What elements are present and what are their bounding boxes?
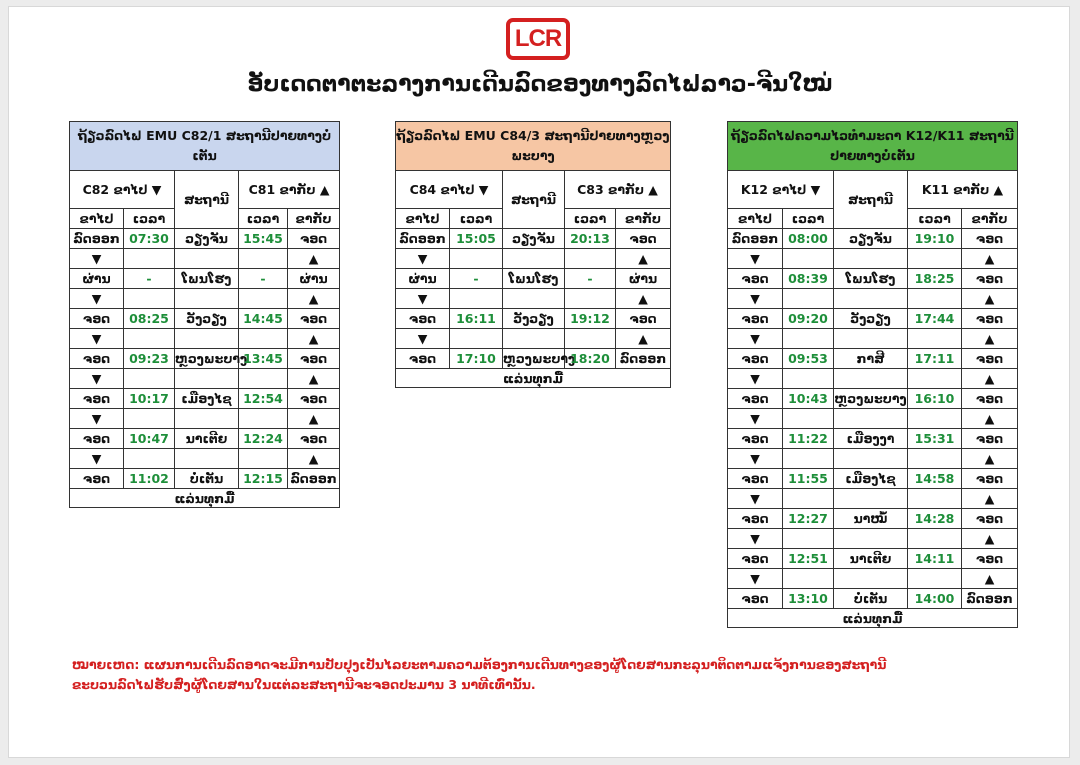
status-out: ຈອດ [70, 469, 124, 489]
status-out: ▼ [396, 289, 450, 309]
status-out: ▼ [728, 529, 783, 549]
time-back: - [565, 269, 616, 289]
status-back: ▲ [962, 369, 1018, 389]
return-train-label: K11 ຂາກັບ ▲ [908, 171, 1018, 209]
status-back: ▲ [616, 329, 671, 349]
col-outbound: ຂາໄປ [70, 209, 124, 229]
table-header: ຖ້ຽວລົດໄຟ EMU C82/1 ສະຖານີປາຍທາງບໍ່ເຕັນ [70, 122, 340, 171]
time-back [908, 449, 962, 469]
time-out [450, 289, 503, 309]
time-out: 11:55 [783, 469, 834, 489]
table-row [728, 569, 1018, 589]
table-row [728, 389, 1018, 409]
time-back: 15:45 [239, 229, 288, 249]
table-footer: ແລ່ນທຸກມື້ [70, 489, 340, 508]
station-name: ເມືອງໄຊ [834, 469, 908, 489]
status-out: ຈອດ [396, 309, 450, 329]
time-back [908, 529, 962, 549]
time-back: 19:12 [565, 309, 616, 329]
status-back: ຈອດ [616, 229, 671, 249]
table-row [728, 449, 1018, 469]
status-out: ຈອດ [728, 589, 783, 609]
time-back [908, 369, 962, 389]
status-back: ▲ [962, 409, 1018, 429]
table-row [396, 269, 671, 289]
time-back: 18:25 [908, 269, 962, 289]
time-back: 15:31 [908, 429, 962, 449]
status-out: ▼ [70, 249, 124, 269]
status-out: ▼ [728, 329, 783, 349]
timetable-c82-c81 [69, 121, 340, 508]
station-name [175, 409, 239, 429]
status-out: ຜ່ານ [70, 269, 124, 289]
status-out: ຈອດ [396, 349, 450, 369]
table-row [728, 329, 1018, 349]
status-back: ▲ [288, 449, 340, 469]
time-back [239, 369, 288, 389]
time-out [783, 489, 834, 509]
status-back: ▲ [962, 289, 1018, 309]
table-row [728, 229, 1018, 249]
station-column-label: ສະຖານີ [175, 171, 239, 229]
status-out: ຈອດ [70, 389, 124, 409]
status-back: ຈອດ [962, 309, 1018, 329]
status-back: ▲ [962, 529, 1018, 549]
col-return: ຂາກັບ [962, 209, 1018, 229]
status-out: ▼ [728, 369, 783, 389]
time-out [450, 249, 503, 269]
table-row [70, 389, 340, 409]
time-out [783, 529, 834, 549]
table-row [70, 429, 340, 449]
status-back: ລົດອອກ [962, 589, 1018, 609]
station-name [503, 289, 565, 309]
time-out: 07:30 [124, 229, 175, 249]
station-name [834, 369, 908, 389]
status-back: ▲ [962, 249, 1018, 269]
status-out: ລົດອອກ [728, 229, 783, 249]
status-out: ຈອດ [70, 349, 124, 369]
station-column-label: ສະຖານີ [834, 171, 908, 229]
status-back: ▲ [616, 249, 671, 269]
time-back: 14:45 [239, 309, 288, 329]
table-row [70, 449, 340, 469]
table-row [728, 589, 1018, 609]
station-name: ນາໝໍ້ [834, 509, 908, 529]
time-out: 09:20 [783, 309, 834, 329]
station-name: ວຽງຈັນ [834, 229, 908, 249]
time-out: - [450, 269, 503, 289]
time-back [908, 569, 962, 589]
timetable-c84-c83 [395, 121, 671, 388]
time-back [239, 329, 288, 349]
outbound-train-label: C84 ຂາໄປ ▼ [396, 171, 503, 209]
table-row [70, 269, 340, 289]
station-name: ກາສີ [834, 349, 908, 369]
status-out: ຈອດ [70, 309, 124, 329]
station-name: ວັງວຽງ [175, 309, 239, 329]
station-name [834, 329, 908, 349]
time-back: 14:28 [908, 509, 962, 529]
status-back: ຈອດ [288, 389, 340, 409]
table-row [396, 229, 671, 249]
time-out: 17:10 [450, 349, 503, 369]
time-back [908, 329, 962, 349]
time-back: 18:20 [565, 349, 616, 369]
station-name: ວຽງຈັນ [503, 229, 565, 249]
footnote-line: ໝາຍເຫດ: ແຜນການເດີນລົດອາດຈະມີການປັບປຸງເປັນໄລຍະຕາມຄວາມຕ້ອງການເດີນທາງຂອງຜູ້ໂດຍສານກະລຸນາຕິດຕາມແຈ້ງການຂອງສະຖານີ [72, 657, 887, 672]
status-out: ຈອດ [70, 429, 124, 449]
station-name [834, 409, 908, 429]
table-row [728, 409, 1018, 429]
station-name: ໂພນໂຮງ [175, 269, 239, 289]
status-out: ລົດອອກ [396, 229, 450, 249]
time-back [908, 409, 962, 429]
table-row [728, 309, 1018, 329]
timetable-k12-k11 [727, 121, 1018, 628]
lcr-logo: LCR [506, 18, 570, 60]
status-back: ຈອດ [962, 509, 1018, 529]
status-back: ຈອດ [288, 309, 340, 329]
time-out [124, 329, 175, 349]
status-out: ຈອດ [728, 349, 783, 369]
station-name [834, 249, 908, 269]
time-back [239, 289, 288, 309]
station-name [834, 289, 908, 309]
status-out: ▼ [70, 289, 124, 309]
status-out: ຈອດ [728, 509, 783, 529]
status-back: ຈອດ [962, 389, 1018, 409]
status-back: ▲ [962, 489, 1018, 509]
station-name: ຫຼວງພະບາງ [834, 389, 908, 409]
time-out [783, 329, 834, 349]
time-out [783, 449, 834, 469]
status-back: ຈອດ [962, 269, 1018, 289]
status-out: ▼ [396, 329, 450, 349]
table-row [396, 249, 671, 269]
table-row [728, 349, 1018, 369]
station-name [175, 289, 239, 309]
station-name: ບໍ່ເຕັນ [175, 469, 239, 489]
table-row [70, 249, 340, 269]
status-back: ຈອດ [616, 309, 671, 329]
table-row [70, 349, 340, 369]
table-row [728, 469, 1018, 489]
table-row [70, 289, 340, 309]
station-name: ເມືອງໄຊ [175, 389, 239, 409]
time-back [908, 489, 962, 509]
time-back: 14:00 [908, 589, 962, 609]
time-out: 09:23 [124, 349, 175, 369]
station-name: ນາເຕີຍ [175, 429, 239, 449]
table-row [70, 409, 340, 429]
status-back: ລົດອອກ [288, 469, 340, 489]
outbound-train-label: K12 ຂາໄປ ▼ [728, 171, 834, 209]
time-back: 13:45 [239, 349, 288, 369]
table-row [728, 429, 1018, 449]
col-time: ເວລາ [239, 209, 288, 229]
table-header: ຖ້ຽວລົດໄຟຄວາມໄວທຳມະດາ K12/K11 ສະຖານີປາຍທາງບໍ່ເຕັນ [728, 122, 1018, 171]
station-name: ວັງວຽງ [503, 309, 565, 329]
station-name [175, 249, 239, 269]
status-out: ລົດອອກ [70, 229, 124, 249]
col-return: ຂາກັບ [288, 209, 340, 229]
time-out: 13:10 [783, 589, 834, 609]
status-back: ▲ [288, 409, 340, 429]
col-time: ເວລາ [908, 209, 962, 229]
status-out: ຈອດ [728, 469, 783, 489]
status-out: ▼ [70, 369, 124, 389]
time-back: 20:13 [565, 229, 616, 249]
table-header: ຖ້ຽວລົດໄຟ EMU C84/3 ສະຖານີປາຍທາງຫຼວງພະບາງ [396, 122, 671, 171]
time-out: 16:11 [450, 309, 503, 329]
status-out: ▼ [70, 409, 124, 429]
time-back: 12:24 [239, 429, 288, 449]
col-time: ເວລາ [124, 209, 175, 229]
status-back: ຈອດ [288, 349, 340, 369]
station-name: ຫຼວງພະບາງ [175, 349, 239, 369]
status-out: ▼ [396, 249, 450, 269]
time-out [783, 369, 834, 389]
status-back: ຈອດ [962, 469, 1018, 489]
table-row [70, 469, 340, 489]
col-return: ຂາກັບ [616, 209, 671, 229]
col-outbound: ຂາໄປ [396, 209, 450, 229]
col-outbound: ຂາໄປ [728, 209, 783, 229]
station-name [834, 529, 908, 549]
footnote-line: ຂະບວນລົດໄຟຮັບສົ່ງຜູ້ໂດຍສານໃນແຕ່ລະສະຖານີຈະຈອດປະມານ 3 ນາທີເທົ່ານັ້ນ. [72, 677, 536, 692]
status-back: ຜ່ານ [288, 269, 340, 289]
table-row [70, 309, 340, 329]
time-out [124, 289, 175, 309]
time-back: 12:15 [239, 469, 288, 489]
time-out: 15:05 [450, 229, 503, 249]
table-row [728, 549, 1018, 569]
table-footer: ແລ່ນທຸກມື້ [728, 609, 1018, 628]
table-row [70, 369, 340, 389]
status-back: ລົດອອກ [616, 349, 671, 369]
time-back [565, 329, 616, 349]
status-out: ຈອດ [728, 549, 783, 569]
time-out [783, 289, 834, 309]
time-out [783, 569, 834, 589]
status-back: ▲ [962, 449, 1018, 469]
footnote [72, 655, 1032, 695]
time-back [239, 249, 288, 269]
table-footer: ແລ່ນທຸກມື້ [396, 369, 671, 388]
status-out: ▼ [70, 329, 124, 349]
station-name: ໂພນໂຮງ [503, 269, 565, 289]
time-back [565, 249, 616, 269]
time-out: 10:43 [783, 389, 834, 409]
station-name [175, 369, 239, 389]
table-row [70, 229, 340, 249]
time-out: 08:39 [783, 269, 834, 289]
time-back [908, 289, 962, 309]
station-name [834, 569, 908, 589]
station-name [503, 329, 565, 349]
table-row [728, 289, 1018, 309]
time-back: - [239, 269, 288, 289]
time-back [565, 289, 616, 309]
station-name: ວຽງຈັນ [175, 229, 239, 249]
station-name: ບໍ່ເຕັນ [834, 589, 908, 609]
time-out [124, 369, 175, 389]
time-out: 12:51 [783, 549, 834, 569]
time-out: 11:02 [124, 469, 175, 489]
time-out: 09:53 [783, 349, 834, 369]
status-out: ▼ [728, 289, 783, 309]
status-back: ຜ່ານ [616, 269, 671, 289]
status-back: ຈອດ [962, 429, 1018, 449]
time-back: 16:10 [908, 389, 962, 409]
time-back: 19:10 [908, 229, 962, 249]
status-back: ຈອດ [962, 549, 1018, 569]
status-back: ຈອດ [962, 349, 1018, 369]
station-column-label: ສະຖານີ [503, 171, 565, 229]
time-back [239, 449, 288, 469]
table-row [396, 309, 671, 329]
station-name: ເມືອງງາ [834, 429, 908, 449]
time-out [124, 409, 175, 429]
table-row [728, 249, 1018, 269]
station-name [175, 449, 239, 469]
col-time: ເວລາ [783, 209, 834, 229]
station-name [834, 489, 908, 509]
station-name: ໂພນໂຮງ [834, 269, 908, 289]
station-name [175, 329, 239, 349]
status-back: ▲ [288, 289, 340, 309]
table-row [70, 329, 340, 349]
station-name [834, 449, 908, 469]
time-out: 10:17 [124, 389, 175, 409]
col-time: ເວລາ [565, 209, 616, 229]
status-out: ▼ [728, 249, 783, 269]
time-back [239, 409, 288, 429]
time-back: 12:54 [239, 389, 288, 409]
time-out [450, 329, 503, 349]
status-back: ▲ [962, 569, 1018, 589]
time-out [783, 409, 834, 429]
outbound-train-label: C82 ຂາໄປ ▼ [70, 171, 175, 209]
station-name: ຫຼວງພະບາງ [503, 349, 565, 369]
status-out: ▼ [728, 449, 783, 469]
time-out [124, 249, 175, 269]
time-back [908, 249, 962, 269]
station-name: ນາເຕີຍ [834, 549, 908, 569]
status-out: ຈອດ [728, 389, 783, 409]
status-out: ຈອດ [728, 429, 783, 449]
status-out: ຜ່ານ [396, 269, 450, 289]
status-out: ▼ [70, 449, 124, 469]
time-out: 08:25 [124, 309, 175, 329]
table-row [396, 329, 671, 349]
return-train-label: C83 ຂາກັບ ▲ [565, 171, 671, 209]
status-out: ▼ [728, 489, 783, 509]
page-title: ອັບເດດຕາຕະລາງການເດີນລົດຂອງທາງລົດໄຟລາວ-ຈີນໃໝ່ [247, 72, 833, 97]
status-back: ▲ [962, 329, 1018, 349]
time-back: 17:44 [908, 309, 962, 329]
status-out: ຈອດ [728, 269, 783, 289]
table-row [728, 369, 1018, 389]
status-out: ▼ [728, 569, 783, 589]
status-back: ▲ [288, 329, 340, 349]
status-back: ຈອດ [288, 229, 340, 249]
time-back: 14:58 [908, 469, 962, 489]
status-back: ຈອດ [962, 229, 1018, 249]
status-out: ▼ [728, 409, 783, 429]
time-back: 14:11 [908, 549, 962, 569]
col-time: ເວລາ [450, 209, 503, 229]
table-row [728, 529, 1018, 549]
station-name: ວັງວຽງ [834, 309, 908, 329]
time-back: 17:11 [908, 349, 962, 369]
time-out [783, 249, 834, 269]
time-out: - [124, 269, 175, 289]
time-out: 10:47 [124, 429, 175, 449]
station-name [503, 249, 565, 269]
status-back: ▲ [288, 249, 340, 269]
time-out: 12:27 [783, 509, 834, 529]
table-row [728, 269, 1018, 289]
table-row [396, 349, 671, 369]
table-row [728, 509, 1018, 529]
time-out: 11:22 [783, 429, 834, 449]
status-back: ຈອດ [288, 429, 340, 449]
status-back: ▲ [616, 289, 671, 309]
table-row [396, 289, 671, 309]
table-row [728, 489, 1018, 509]
time-out: 08:00 [783, 229, 834, 249]
status-back: ▲ [288, 369, 340, 389]
time-out [124, 449, 175, 469]
status-out: ຈອດ [728, 309, 783, 329]
return-train-label: C81 ຂາກັບ ▲ [239, 171, 340, 209]
